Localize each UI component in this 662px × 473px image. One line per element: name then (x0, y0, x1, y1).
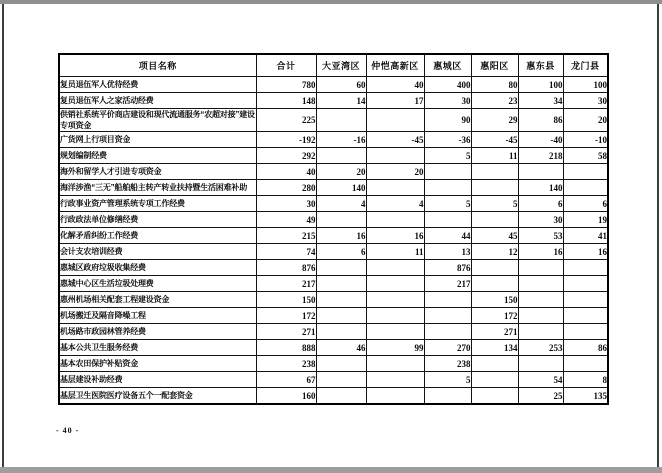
value-cell: 134 (471, 340, 518, 356)
value-cell: 12 (471, 244, 518, 260)
row-label: 海外和留学人才引进专项资金 (59, 164, 256, 180)
table-row (59, 212, 608, 228)
value-cell (366, 372, 424, 388)
table-row (59, 132, 608, 148)
value-cell (518, 292, 563, 308)
value-cell (471, 180, 518, 196)
value-cell (518, 308, 563, 324)
value-cell (471, 212, 518, 228)
value-cell: 80 (471, 77, 518, 93)
value-cell (366, 148, 424, 164)
table-row (59, 109, 608, 132)
value-cell: 292 (256, 148, 316, 164)
value-cell: 876 (256, 260, 316, 276)
value-cell: 148 (256, 93, 316, 109)
value-cell (316, 148, 366, 164)
table-row (59, 164, 608, 180)
value-cell (316, 212, 366, 228)
value-cell (316, 276, 366, 292)
page-border-left (2, 4, 4, 467)
value-cell (316, 109, 366, 132)
value-cell: 17 (366, 93, 424, 109)
value-cell: 45 (471, 228, 518, 244)
value-cell: 30 (424, 93, 471, 109)
value-cell: 5 (424, 372, 471, 388)
value-cell: 5 (424, 148, 471, 164)
table-row (59, 244, 608, 260)
row-label: 基层卫生医院医疗设备五个一配套资金 (59, 388, 256, 405)
value-cell: 100 (563, 77, 608, 93)
value-cell (316, 388, 366, 405)
value-cell (316, 356, 366, 372)
value-cell (518, 324, 563, 340)
value-cell (316, 324, 366, 340)
row-label: 供销社系统平价商店建设和现代流通服务“农超对接”建设专项资金 (60, 110, 255, 130)
table-row (59, 340, 608, 356)
table-row (59, 260, 608, 276)
row-label: 基层建设补助经费 (59, 372, 256, 388)
value-cell: 4 (316, 196, 366, 212)
value-cell: 67 (256, 372, 316, 388)
table-row (59, 324, 608, 340)
value-cell: 40 (366, 77, 424, 93)
value-cell (366, 180, 424, 196)
row-label: 海洋涉渔“三无”船舶船主转产转业扶持暨生活困难补助 (59, 180, 256, 196)
value-cell: 86 (518, 109, 563, 132)
value-cell: 25 (518, 388, 563, 405)
value-cell (563, 292, 608, 308)
value-cell: 16 (563, 244, 608, 260)
column-header: 惠东县 (518, 54, 563, 77)
value-cell (366, 388, 424, 405)
value-cell: 215 (256, 228, 316, 244)
table-row (59, 356, 608, 372)
page-border-right (657, 4, 659, 467)
value-cell: 160 (256, 388, 316, 405)
value-cell: 6 (563, 196, 608, 212)
value-cell (424, 212, 471, 228)
value-cell: -45 (366, 132, 424, 148)
table-row (59, 77, 608, 93)
value-cell (424, 292, 471, 308)
table-row (59, 180, 608, 196)
column-header: 惠阳区 (471, 54, 518, 77)
value-cell: 86 (563, 340, 608, 356)
column-header: 大亚湾区 (316, 54, 366, 77)
value-cell: 23 (471, 93, 518, 109)
table-row (59, 276, 608, 292)
value-cell (471, 356, 518, 372)
value-cell (424, 324, 471, 340)
value-cell (471, 276, 518, 292)
value-cell (518, 164, 563, 180)
value-cell (316, 260, 366, 276)
column-header: 仲恺高新区 (366, 54, 424, 77)
row-label: 行政政法单位修缮经费 (59, 212, 256, 228)
value-cell: 271 (471, 324, 518, 340)
value-cell (366, 324, 424, 340)
table-row (59, 308, 608, 324)
value-cell (471, 388, 518, 405)
value-cell (366, 308, 424, 324)
table-body (59, 77, 608, 405)
value-cell: 5 (424, 196, 471, 212)
table-row (59, 388, 608, 405)
value-cell: 217 (424, 276, 471, 292)
value-cell: 30 (563, 93, 608, 109)
value-cell (316, 308, 366, 324)
column-header: 合计 (256, 54, 316, 77)
value-cell: 238 (424, 356, 471, 372)
value-cell: 20 (316, 164, 366, 180)
table-row (59, 196, 608, 212)
page-edge-top (0, 0, 662, 4)
value-cell: 20 (366, 164, 424, 180)
value-cell (518, 276, 563, 292)
value-cell: 780 (256, 77, 316, 93)
value-cell (471, 260, 518, 276)
row-label: 复员退伍军人之家活动经费 (59, 93, 256, 109)
value-cell: 34 (518, 93, 563, 109)
value-cell (563, 356, 608, 372)
value-cell: 74 (256, 244, 316, 260)
row-label: 机场搬迁及隔音降噪工程 (59, 308, 256, 324)
value-cell: 135 (563, 388, 608, 405)
value-cell (424, 180, 471, 196)
value-cell (518, 356, 563, 372)
value-cell: 11 (366, 244, 424, 260)
value-cell: 140 (316, 180, 366, 196)
page-edge-bottom (0, 467, 662, 473)
value-cell (563, 276, 608, 292)
table-row (59, 148, 608, 164)
value-cell: 30 (518, 212, 563, 228)
value-cell: 60 (316, 77, 366, 93)
column-header: 龙门县 (563, 54, 608, 77)
value-cell: 4 (366, 196, 424, 212)
value-cell: -16 (316, 132, 366, 148)
value-cell: 20 (563, 109, 608, 132)
value-cell: 99 (366, 340, 424, 356)
value-cell: 29 (471, 109, 518, 132)
table-row (59, 292, 608, 308)
value-cell: 58 (563, 148, 608, 164)
value-cell: 90 (424, 109, 471, 132)
row-label: 机场路市政园林管养经费 (59, 324, 256, 340)
value-cell (563, 324, 608, 340)
value-cell (366, 212, 424, 228)
table-row (59, 372, 608, 388)
value-cell: 8 (563, 372, 608, 388)
value-cell: 238 (256, 356, 316, 372)
row-label: 基本公共卫生服务经费 (59, 340, 256, 356)
value-cell: 49 (256, 212, 316, 228)
value-cell: 5 (471, 196, 518, 212)
value-cell: 14 (316, 93, 366, 109)
value-cell (518, 260, 563, 276)
value-cell: 40 (256, 164, 316, 180)
value-cell: -36 (424, 132, 471, 148)
value-cell: 19 (563, 212, 608, 228)
row-label: 规划编制经费 (59, 148, 256, 164)
row-label: 复员退伍军人优待经费 (59, 77, 256, 93)
value-cell: 6 (518, 196, 563, 212)
value-cell: 888 (256, 340, 316, 356)
value-cell: 16 (518, 244, 563, 260)
value-cell: 16 (366, 228, 424, 244)
value-cell: 280 (256, 180, 316, 196)
value-cell: -45 (471, 132, 518, 148)
column-header: 项目名称 (59, 54, 256, 77)
value-cell: 11 (471, 148, 518, 164)
value-cell (424, 388, 471, 405)
value-cell (366, 356, 424, 372)
value-cell: 225 (256, 109, 316, 132)
value-cell: -10 (563, 132, 608, 148)
header-row (59, 54, 608, 77)
value-cell: 150 (256, 292, 316, 308)
table-row (59, 228, 608, 244)
table-row (59, 93, 608, 109)
row-label: 惠城区政府垃圾收集经费 (59, 260, 256, 276)
value-cell (366, 260, 424, 276)
value-cell (563, 180, 608, 196)
value-cell (471, 372, 518, 388)
value-cell: 13 (424, 244, 471, 260)
value-cell: 271 (256, 324, 316, 340)
value-cell: 140 (518, 180, 563, 196)
budget-table (58, 53, 609, 405)
value-cell (563, 260, 608, 276)
value-cell (563, 164, 608, 180)
value-cell (366, 109, 424, 132)
value-cell: 253 (518, 340, 563, 356)
row-label: 惠城中心区生活垃圾处理费 (59, 276, 256, 292)
value-cell: 100 (518, 77, 563, 93)
row-label: 惠州机场相关配套工程建设资金 (59, 292, 256, 308)
value-cell: 46 (316, 340, 366, 356)
value-cell (424, 164, 471, 180)
value-cell: 172 (256, 308, 316, 324)
value-cell: 30 (256, 196, 316, 212)
value-cell: 218 (518, 148, 563, 164)
value-cell: 6 (316, 244, 366, 260)
value-cell: 41 (563, 228, 608, 244)
value-cell (424, 308, 471, 324)
value-cell: 270 (424, 340, 471, 356)
row-label: 行政事业资产管理系统专项工作经费 (59, 196, 256, 212)
value-cell: 400 (424, 77, 471, 93)
value-cell: 150 (471, 292, 518, 308)
value-cell: -192 (256, 132, 316, 148)
value-cell (471, 164, 518, 180)
value-cell (366, 292, 424, 308)
value-cell: -40 (518, 132, 563, 148)
value-cell (366, 276, 424, 292)
row-label: 会计支农培训经费 (59, 244, 256, 260)
value-cell: 876 (424, 260, 471, 276)
page-number: - 40 - (56, 426, 80, 435)
value-cell: 16 (316, 228, 366, 244)
column-header: 惠城区 (424, 54, 471, 77)
value-cell: 54 (518, 372, 563, 388)
row-label: 化解矛盾纠纷工作经费 (59, 228, 256, 244)
value-cell (316, 292, 366, 308)
value-cell: 44 (424, 228, 471, 244)
value-cell: 217 (256, 276, 316, 292)
value-cell (563, 308, 608, 324)
value-cell (316, 372, 366, 388)
value-cell: 53 (518, 228, 563, 244)
row-label: 广货网上行项目资金 (59, 132, 256, 148)
row-label: 基本农田保护补贴资金 (59, 356, 256, 372)
value-cell: 172 (471, 308, 518, 324)
